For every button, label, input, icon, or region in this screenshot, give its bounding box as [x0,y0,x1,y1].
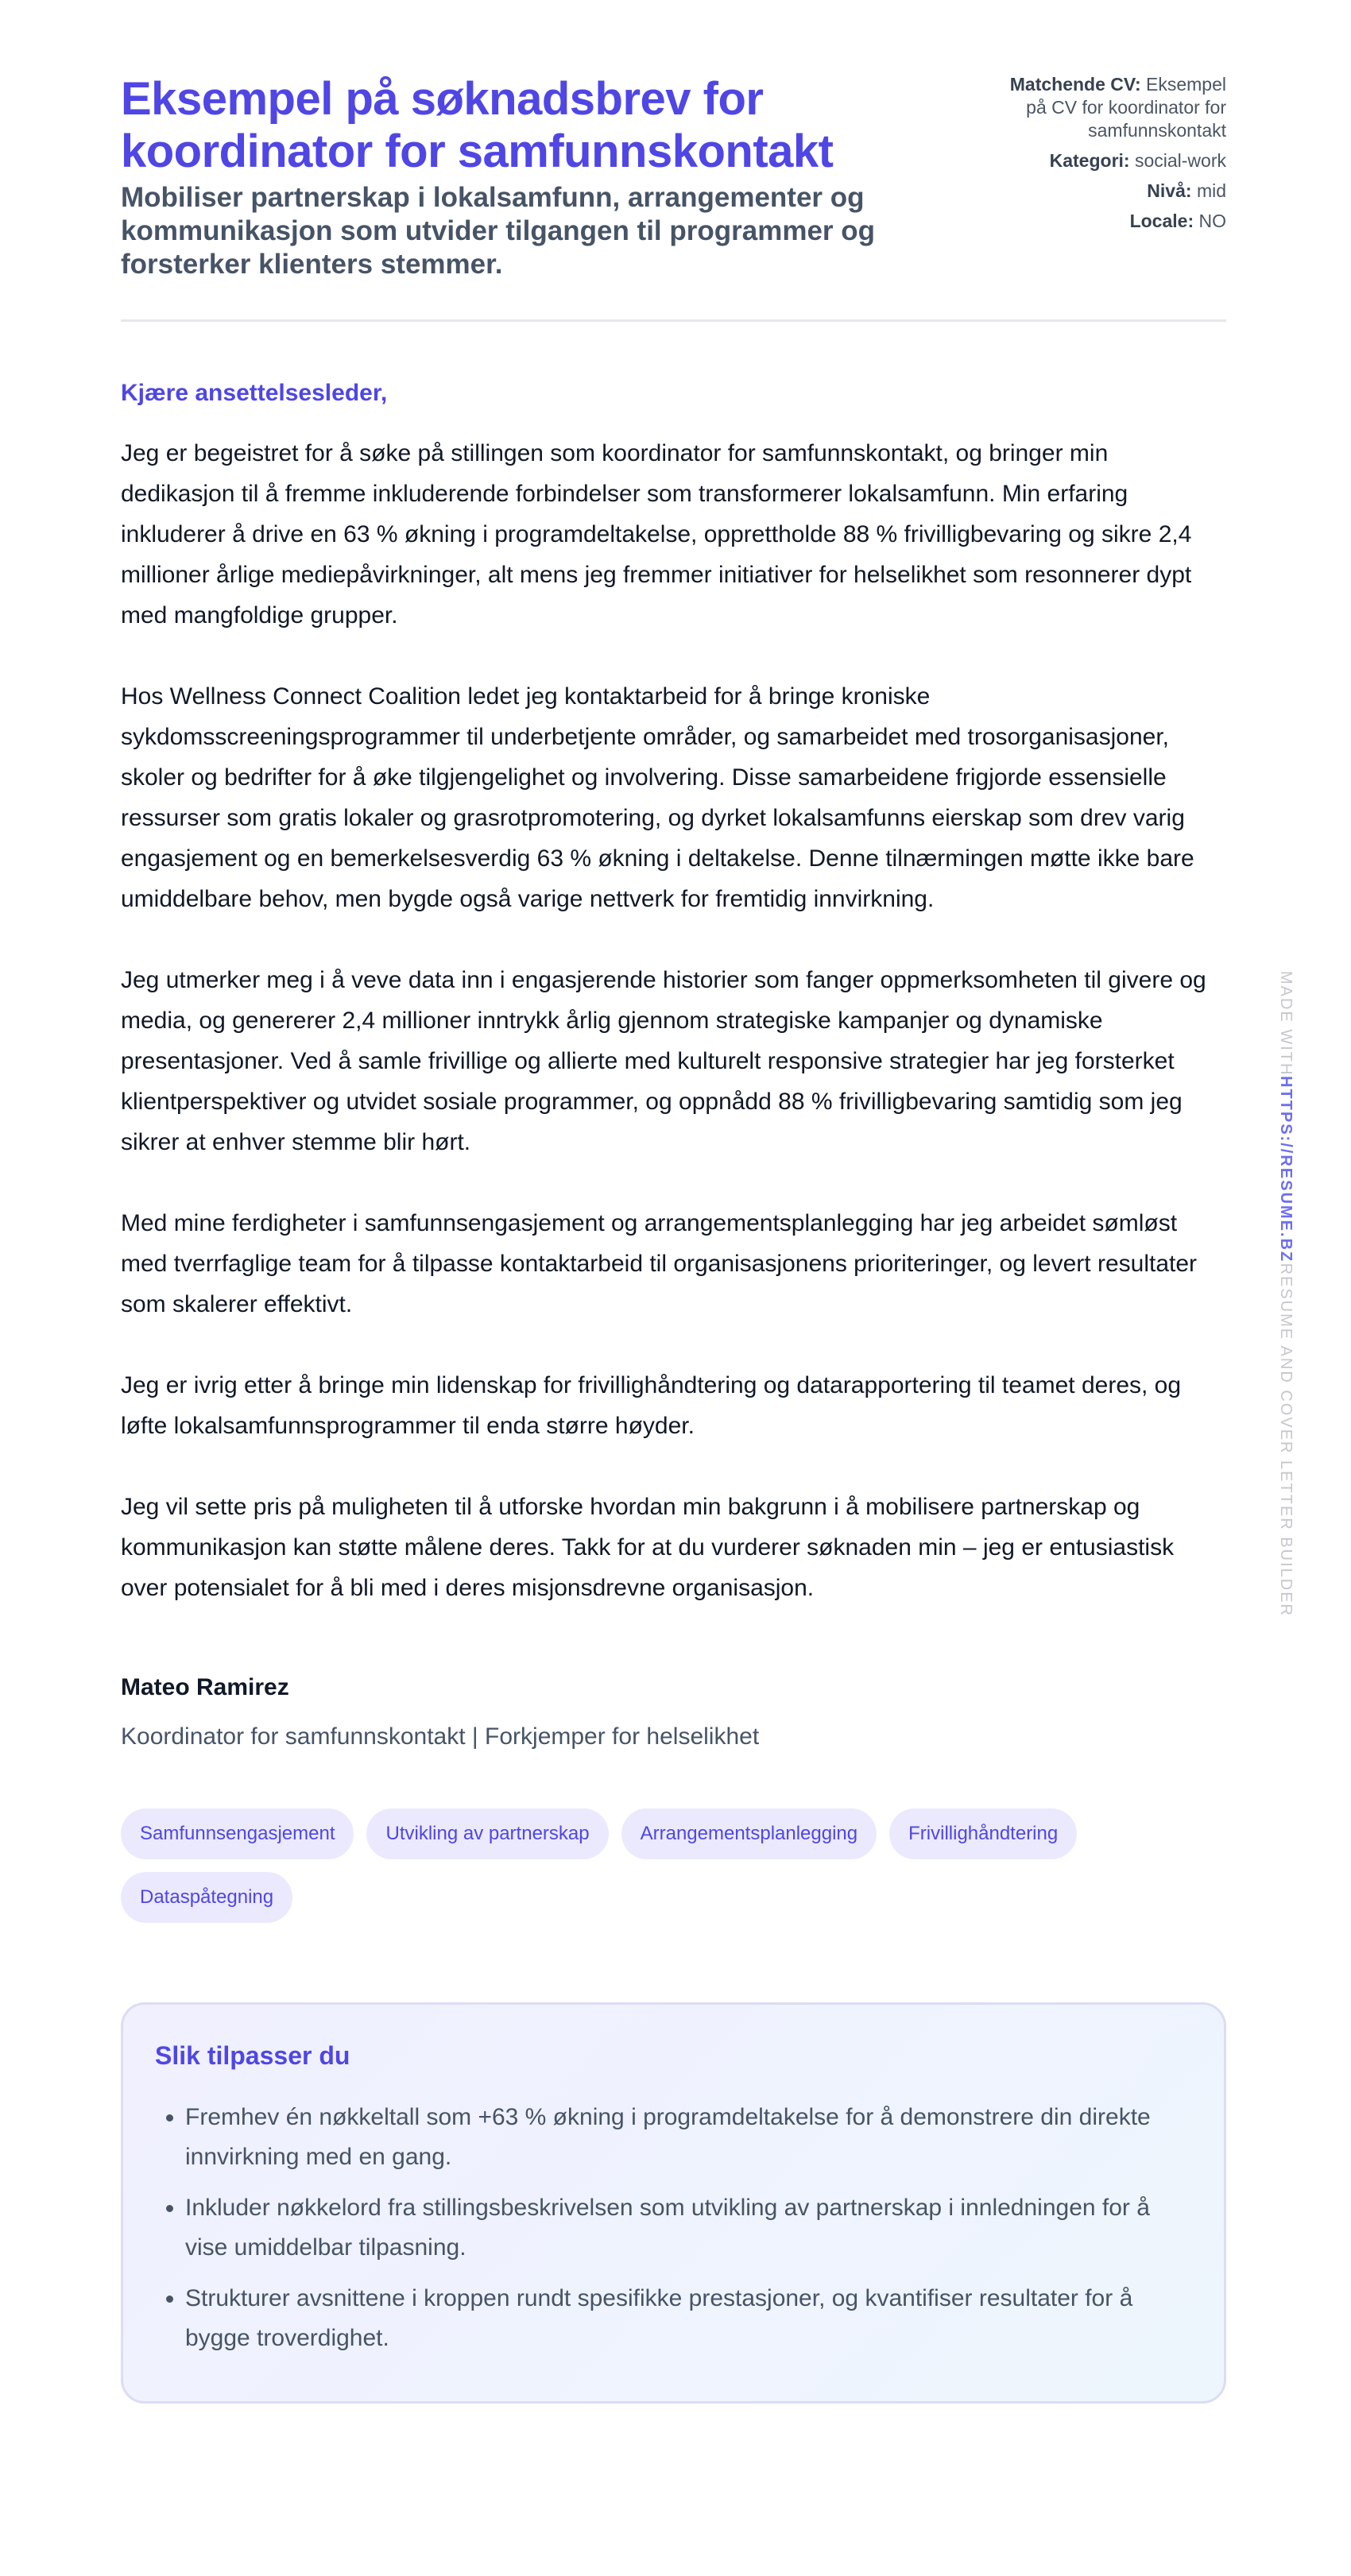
tip-item: • Strukturer avsnittene i kroppen rundt spesifikke prestasjoner, og kvantifiser resultater for å bygge troverdighet. [185,2279,1192,2358]
skill-tag: Arrangementsplanlegging [621,1808,877,1859]
meta-value: mid [1196,180,1226,201]
title-block [121,73,916,281]
meta-locale [988,210,1226,233]
tip-item: • Inkluder nøkkelord fra stillingsbeskrivelsen som utvikling av partnerskap i innledningen for å vise umiddelbar tilpasning. [185,2188,1192,2268]
resume-bz-link[interactable]: HTTPS://RESUME.BZ [1277,1076,1295,1263]
header [121,73,1226,281]
skill-tag: Samfunnsengasjement [121,1808,354,1859]
paragraph: Jeg vil sette pris på muligheten til å utforske hvordan min bakgrunn i å mobilisere partnerskap og kommunikasjon kan støtte målene deres. Takk for at du vurderer søknaden min – jeg er entusiastisk over potensialet for å bli med i deres misjonsdrevne organisasjon. [121,1494,1175,1601]
meta-label: Nivå: [1147,180,1192,201]
skill-tag: Utvikling av partnerskap [366,1808,608,1859]
meta-category [988,149,1226,172]
page-title: Eksempel på søknadsbrev for koordinator for samfunnskontakt [121,73,834,177]
cover-letter-page [121,73,1226,2404]
letter-body [121,433,1226,1608]
tips-box [121,2002,1226,2404]
meta-level [988,180,1226,203]
skill-tag: Frivillighåndtering [889,1808,1077,1859]
paragraph: Med mine ferdigheter i samfunnsengasjement og arrangementsplanlegging har jeg arbeidet sømløst med tverrfaglige team for å tilpasse kontaktarbeid til organisasjonens prioriteringer, og levert resultater som skalerer effektivt. [121,1210,1198,1317]
meta-label: Matchende CV: [1009,74,1141,95]
meta-value: social-work [1134,150,1226,171]
paragraph: Jeg utmerker meg i å veve data inn i engasjerende historier som fanger oppmerksomheten til givere og media, og genererer 2,4 millioner inntrykk årlig gjennom strategiske kampanjer og dynamiske presentasjoner. Ved å samle frivillige og allierte med kulturelt responsive strategier har jeg forsterket klientperspektiver og utvidet sosiale programmer, og oppnådd 88 % frivilligbevaring samtidig som jeg sikrer at enhver stemme blir hørt. [121,967,1206,1155]
meta-matching-cv [988,73,1226,142]
divider [121,319,1226,322]
paragraph: Jeg er begeistret for å søke på stillingen som koordinator for samfunnskontakt, og bringer min dedikasjon til å fremme inkluderende forbindelser som transformerer lokalsamfunn. Min erfaring inkluderer å drive en 63 % økning i programdeltakelse, opprettholde 88 % frivilligbevaring og sikre 2,4 millioner årlige mediepåvirkninger, alt mens jeg fremmer initiativer for helselikhet som resonnerer dypt med mangfoldige grupper. [121,440,1192,629]
meta-label: Locale: [1129,211,1194,231]
side-banner [1276,971,1295,1617]
meta-info [988,73,1226,240]
tips-list [155,2098,1192,2358]
paragraph: Hos Wellness Connect Coalition ledet jeg kontaktarbeid for å bringe kroniske sykdomsscreeningsprogrammer til underbetjente områder, og samarbeidet med trosorganisasjoner, skoler og bedrifter for å øke tilgjengelighet og involvering. Disse samarbeidene frigjorde essensielle ressurser som gratis lokaler og grasrotpromotering, og dyrket lokalsamfunns eierskap som drev varig engasjement og en bemerkelsesverdig 63 % økning i deltakelse. Denne tilnærmingen møtte ikke bare umiddelbare behov, men bygde også varige nettverk for fremtidig innvirkning. [121,683,1194,912]
side-banner-prefix: MADE WITH [1277,971,1295,1077]
paragraph: Jeg er ivrig etter å bringe min lidenskap for frivillighåndtering og datarapportering til teamet deres, og løfte lokalsamfunnsprogrammer til enda større høyder. [121,1372,1182,1439]
page-subtitle: Mobiliser partnerskap i lokalsamfunn, arrangementer og kommunikasjon som utvider tilgangen til programmer og forsterker klienters stemmer. [121,182,876,280]
meta-value: NO [1198,211,1226,231]
tip-item: • Fremhev én nøkkeltall som +63 % økning i programdeltakelse for å demonstrere din direkte innvirkning med en gang. [185,2098,1192,2177]
side-banner-suffix: RESUME AND COVER LETTER BUILDER [1277,1263,1295,1617]
signature-role: Koordinator for samfunnskontakt | Forkjemper for helselikhet [121,1723,760,1750]
tips-title: Slik tilpasser du [155,2041,350,2070]
signature-name: Mateo Ramirez [121,1674,289,1700]
matching-cv-link[interactable]: Eksempel på CV for koordinator for samfunnskontakt [1026,74,1226,141]
meta-label: Kategori: [1049,150,1130,171]
greeting: Kjære ansettelsesleder, [121,380,388,406]
skill-tags [121,1808,1226,1923]
skill-tag: Dataspåtegning [121,1872,292,1923]
